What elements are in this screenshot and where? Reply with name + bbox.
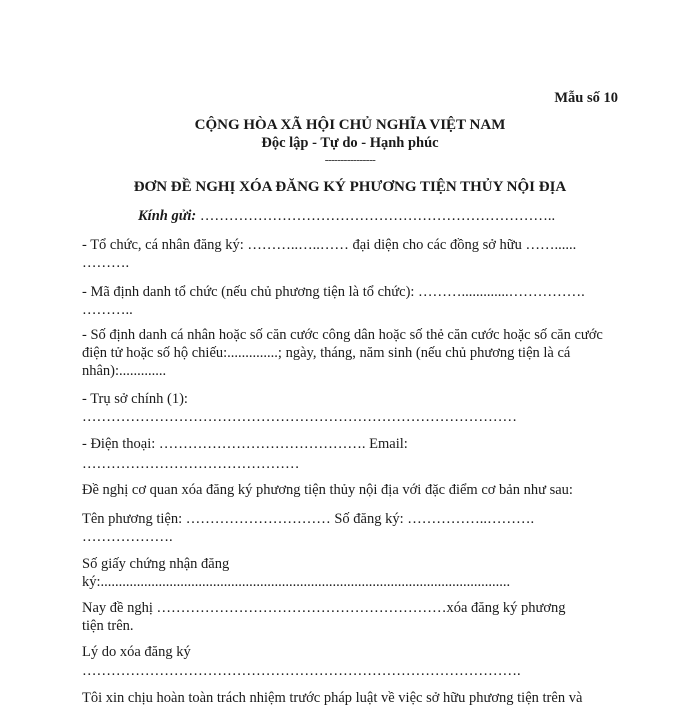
reason-blank: ………………………………………………………………………………. bbox=[82, 663, 521, 679]
request-line-2: tiện trên. bbox=[82, 618, 134, 634]
personal-id-line-3: nhân):............. bbox=[82, 363, 167, 379]
registrant-line-2: ………. bbox=[82, 255, 130, 271]
addressee-blank: ……………………………………………………………….. bbox=[196, 208, 556, 224]
phone-email-line-2: ……………………………………… bbox=[82, 456, 300, 472]
request-intro: Đề nghị cơ quan xóa đăng ký phương tiện thủy nội địa với đặc điểm cơ bản như sau: bbox=[82, 482, 573, 498]
motto-separator: ---------------- bbox=[324, 154, 376, 166]
org-id-line-1: - Mã định danh tổ chức (nếu chủ phương tiện là tổ chức): ……….............……………. bbox=[82, 284, 585, 300]
certificate-line-1: Số giấy chứng nhận đăng bbox=[82, 556, 230, 572]
reason-label: Lý do xóa đăng ký bbox=[82, 644, 191, 660]
national-motto: Độc lập - Tự do - Hạnh phúc bbox=[261, 135, 439, 151]
certificate-line-2: ký:................................................................................................................. bbox=[82, 574, 511, 590]
head-office-label: - Trụ sở chính (1): bbox=[82, 391, 188, 407]
document-title: ĐƠN ĐỀ NGHỊ XÓA ĐĂNG KÝ PHƯƠNG TIỆN THỦY NỘI ĐỊA bbox=[133, 179, 567, 195]
registrant-line-1: - Tổ chức, cá nhân đăng ký: ………..…..…… đại diện cho các đồng sở hữu ……...... bbox=[82, 237, 577, 253]
vessel-name-line-1: Tên phương tiện: ………………………… Số đăng ký: ……………..………. bbox=[82, 511, 535, 527]
addressee-line bbox=[138, 207, 555, 225]
org-id-line-2: ……….. bbox=[82, 302, 133, 318]
addressee-label: Kính gửi: bbox=[138, 208, 197, 224]
request-line-1: Nay đề nghị ……………………………………………………xóa đăng ký phương bbox=[82, 600, 566, 616]
commitment-line-1: Tôi xin chịu hoàn toàn trách nhiệm trước pháp luật về việc sở hữu phương tiện trên và bbox=[82, 690, 583, 706]
form-number: Mẫu số 10 bbox=[554, 90, 618, 106]
personal-id-line-2: điện tử hoặc số hộ chiếu:..............; ngày, tháng, năm sinh (nếu chủ phương tiện là cá bbox=[82, 345, 571, 361]
vessel-name-line-2: ………………. bbox=[82, 529, 173, 545]
nation-heading: CỘNG HÒA XÃ HỘI CHỦ NGHĨA VIỆT NAM bbox=[194, 117, 506, 133]
personal-id-line-1: - Số định danh cá nhân hoặc số căn cước công dân hoặc số thẻ căn cước hoặc số căn cước bbox=[82, 327, 603, 343]
head-office-blank: ……………………………………………………………………………… bbox=[82, 409, 517, 425]
phone-email-line-1: - Điện thoại: ……………………………………. Email: bbox=[82, 436, 408, 452]
